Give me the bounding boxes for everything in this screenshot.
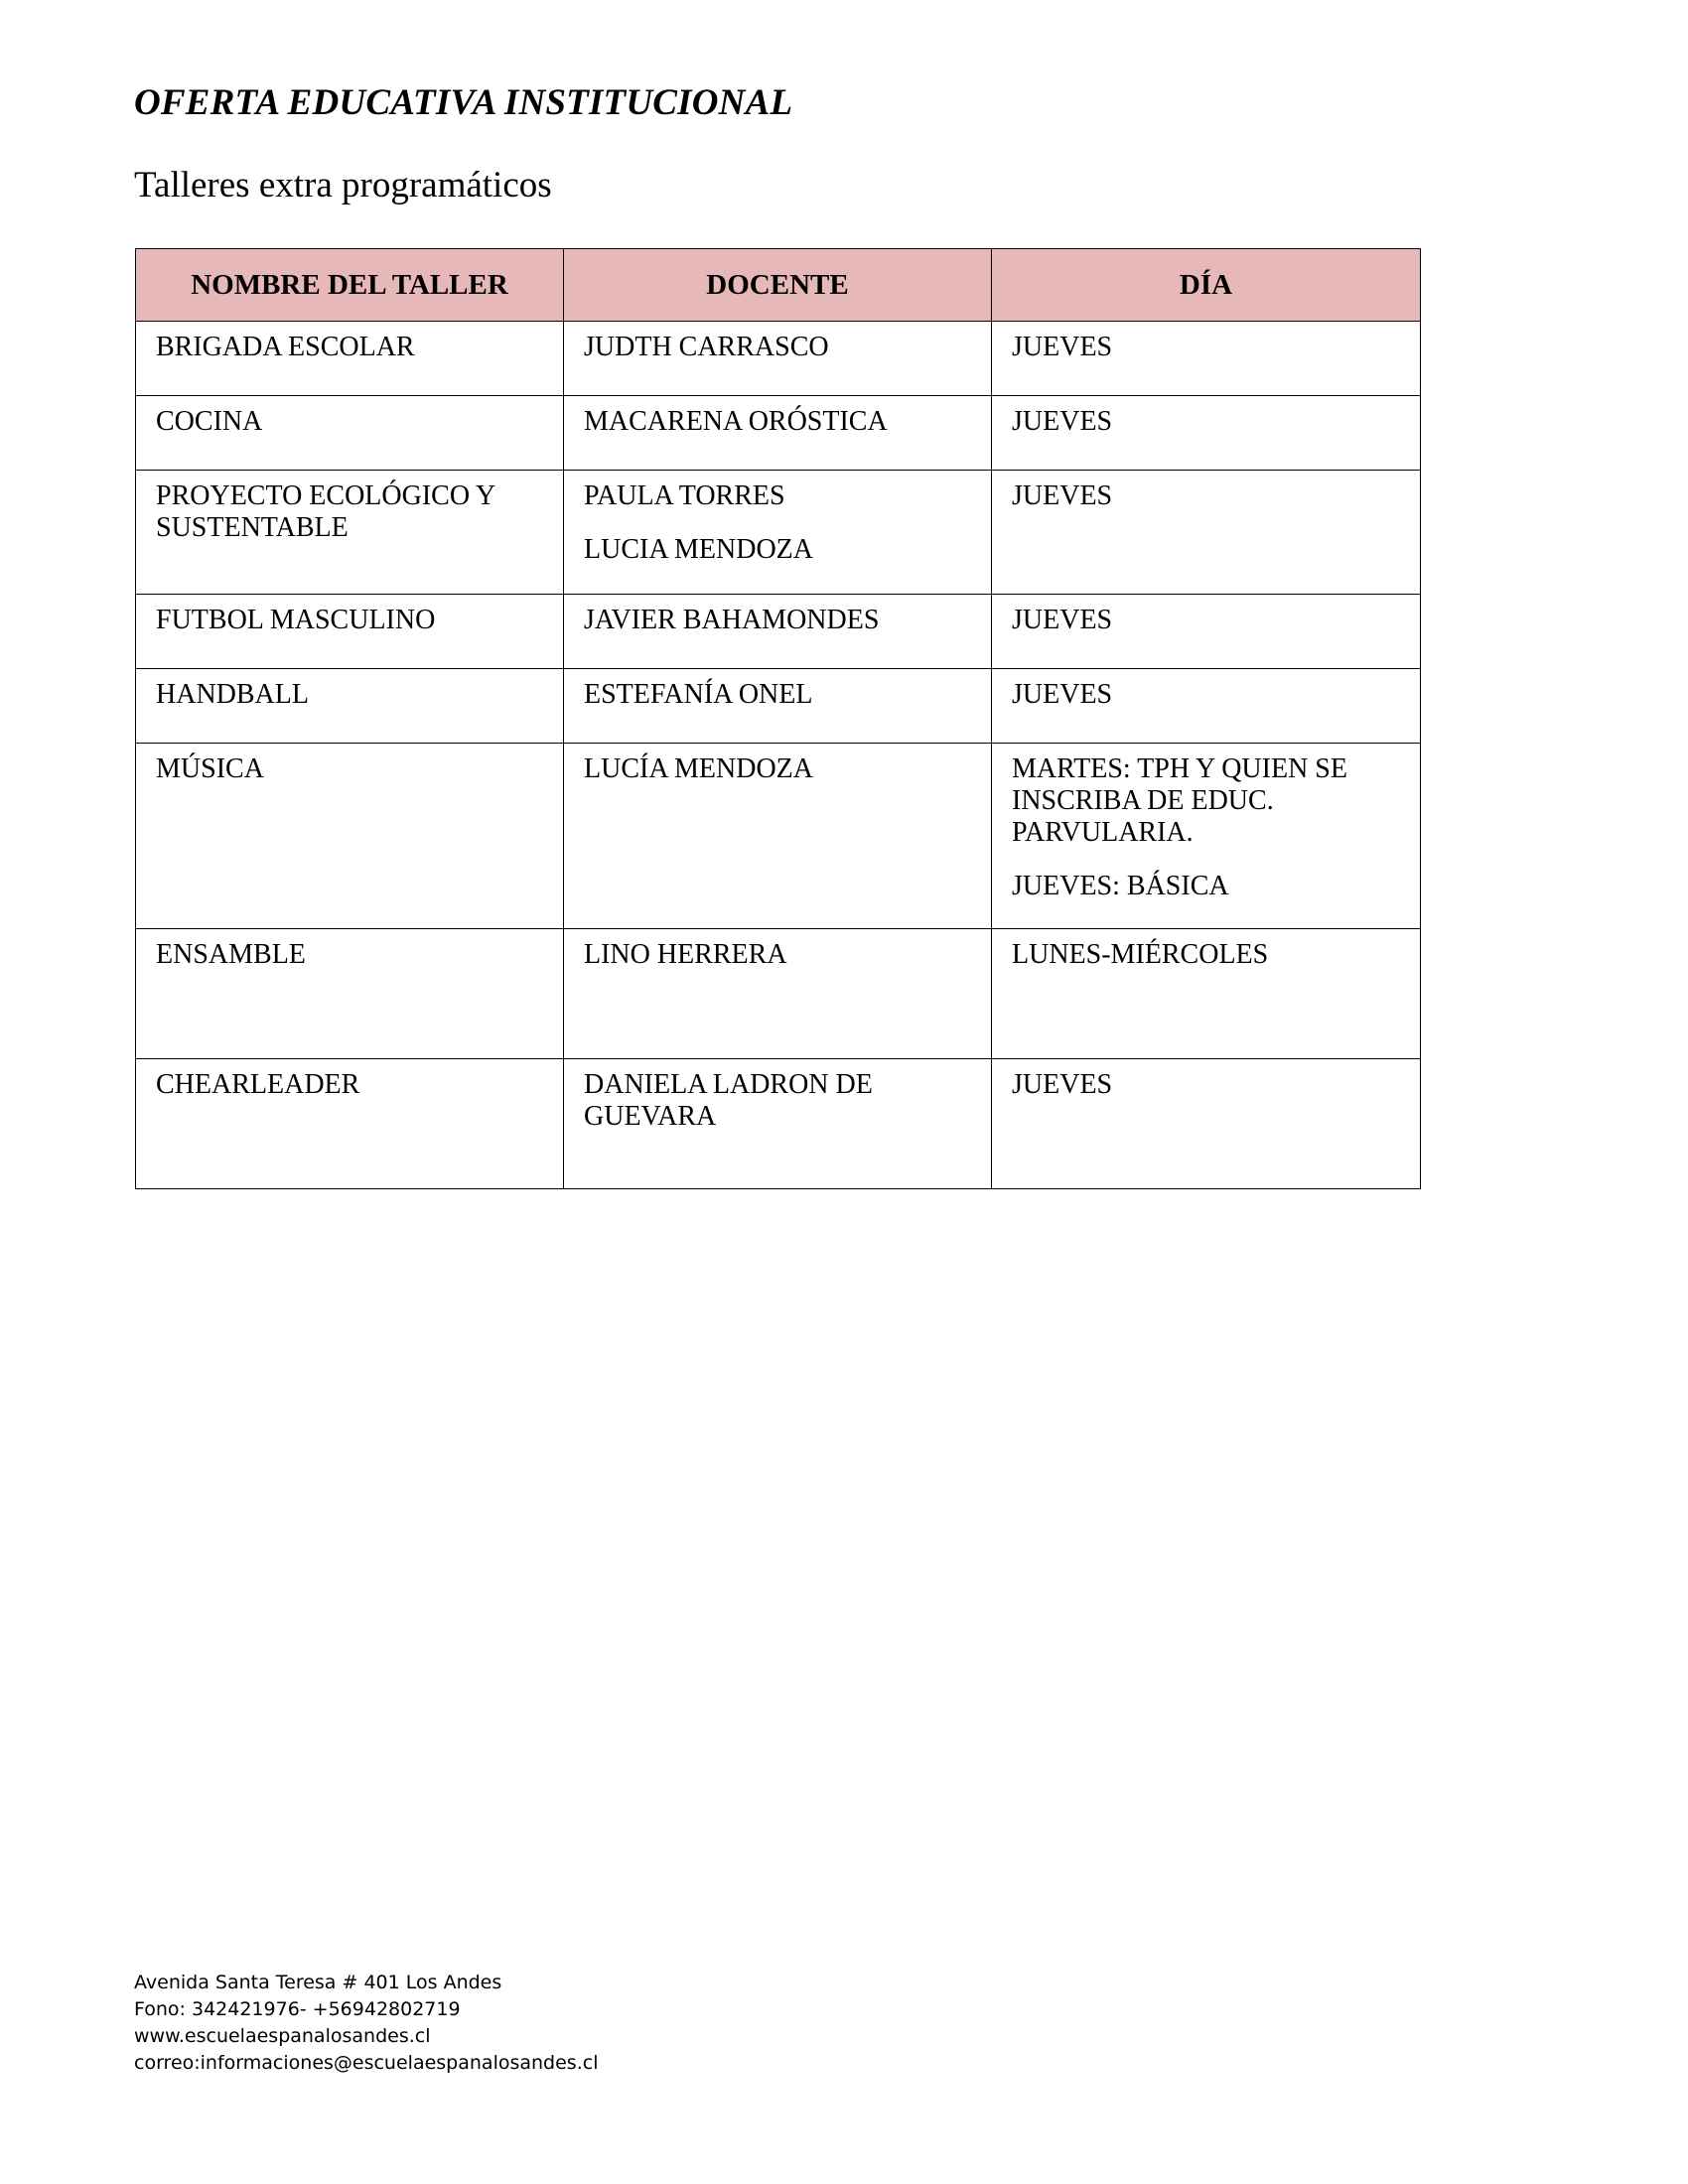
cell-text: JUDTH CARRASCO [584, 332, 829, 362]
table-row [136, 744, 1421, 929]
table-row [136, 322, 1421, 396]
cell-dia [992, 322, 1421, 396]
footer-phone: Fono: 342421976- +56942802719 [134, 1998, 461, 2020]
table-row [136, 396, 1421, 471]
cell-docente [564, 929, 992, 1059]
cell-taller [136, 1059, 564, 1189]
cell-taller [136, 929, 564, 1059]
cell-text: GUEVARA [584, 1101, 717, 1132]
cell-text: COCINA [156, 406, 263, 437]
table-row [136, 1059, 1421, 1189]
cell-text: ENSAMBLE [156, 939, 306, 970]
cell-text: PROYECTO ECOLÓGICO Y [156, 480, 496, 511]
cell-text: LINO HERRERA [584, 939, 787, 970]
cell-text: JAVIER BAHAMONDES [584, 605, 880, 635]
cell-taller [136, 322, 564, 396]
cell-dia [992, 595, 1421, 669]
table-row [136, 669, 1421, 744]
cell-docente [564, 471, 992, 595]
cell-text: LUCÍA MENDOZA [584, 753, 813, 784]
cell-text: JUEVES: BÁSICA [1012, 871, 1229, 901]
cell-text: PARVULARIA. [1012, 817, 1194, 848]
table-row [136, 595, 1421, 669]
cell-docente [564, 669, 992, 744]
cell-text: JUEVES [1012, 480, 1113, 511]
cell-text: LUNES-MIÉRCOLES [1012, 939, 1269, 970]
cell-docente [564, 1059, 992, 1189]
cell-taller [136, 744, 564, 929]
cell-text: JUEVES [1012, 1069, 1113, 1100]
footer-website: www.escuelaespanalosandes.cl [134, 2025, 431, 2047]
header-docente: DOCENTE [564, 249, 992, 322]
table-row [136, 471, 1421, 595]
cell-text: FUTBOL MASCULINO [156, 605, 436, 635]
page-footer [134, 1970, 598, 2077]
cell-docente [564, 744, 992, 929]
cell-text: HANDBALL [156, 679, 309, 710]
header-dia: DÍA [992, 249, 1421, 322]
page-subtitle: Talleres extra programáticos [134, 165, 552, 205]
cell-text: MARTES: TPH Y QUIEN SE [1012, 753, 1347, 784]
cell-docente [564, 322, 992, 396]
cell-taller [136, 595, 564, 669]
table-header-row [136, 249, 1421, 322]
cell-text: PAULA TORRES [584, 480, 785, 511]
header-nombre-del-taller: NOMBRE DEL TALLER [136, 249, 564, 322]
cell-text: SUSTENTABLE [156, 512, 349, 543]
footer-address: Avenida Santa Teresa # 401 Los Andes [134, 1972, 502, 1993]
cell-dia [992, 744, 1421, 929]
table-row [136, 929, 1421, 1059]
cell-text: DANIELA LADRON DE [584, 1069, 873, 1100]
cell-text: JUEVES [1012, 605, 1113, 635]
cell-text: MÚSICA [156, 753, 264, 784]
cell-dia [992, 471, 1421, 595]
cell-taller [136, 669, 564, 744]
cell-text: LUCIA MENDOZA [584, 534, 813, 565]
cell-docente [564, 396, 992, 471]
cell-text: INSCRIBA DE EDUC. [1012, 785, 1274, 816]
cell-dia [992, 929, 1421, 1059]
cell-text: BRIGADA ESCOLAR [156, 332, 415, 362]
cell-text: MACARENA ORÓSTICA [584, 406, 888, 437]
page-title: OFERTA EDUCATIVA INSTITUCIONAL [134, 82, 793, 123]
cell-text: ESTEFANÍA ONEL [584, 679, 813, 710]
footer-email: correo:informaciones@escuelaespanalosandes.cl [134, 2052, 599, 2074]
cell-text: JUEVES [1012, 332, 1113, 362]
cell-docente [564, 595, 992, 669]
workshops-table [135, 248, 1421, 1189]
cell-text: CHEARLEADER [156, 1069, 360, 1100]
cell-taller [136, 396, 564, 471]
cell-text: JUEVES [1012, 406, 1113, 437]
cell-dia [992, 396, 1421, 471]
cell-dia [992, 1059, 1421, 1189]
cell-taller [136, 471, 564, 595]
cell-dia [992, 669, 1421, 744]
cell-text: JUEVES [1012, 679, 1113, 710]
